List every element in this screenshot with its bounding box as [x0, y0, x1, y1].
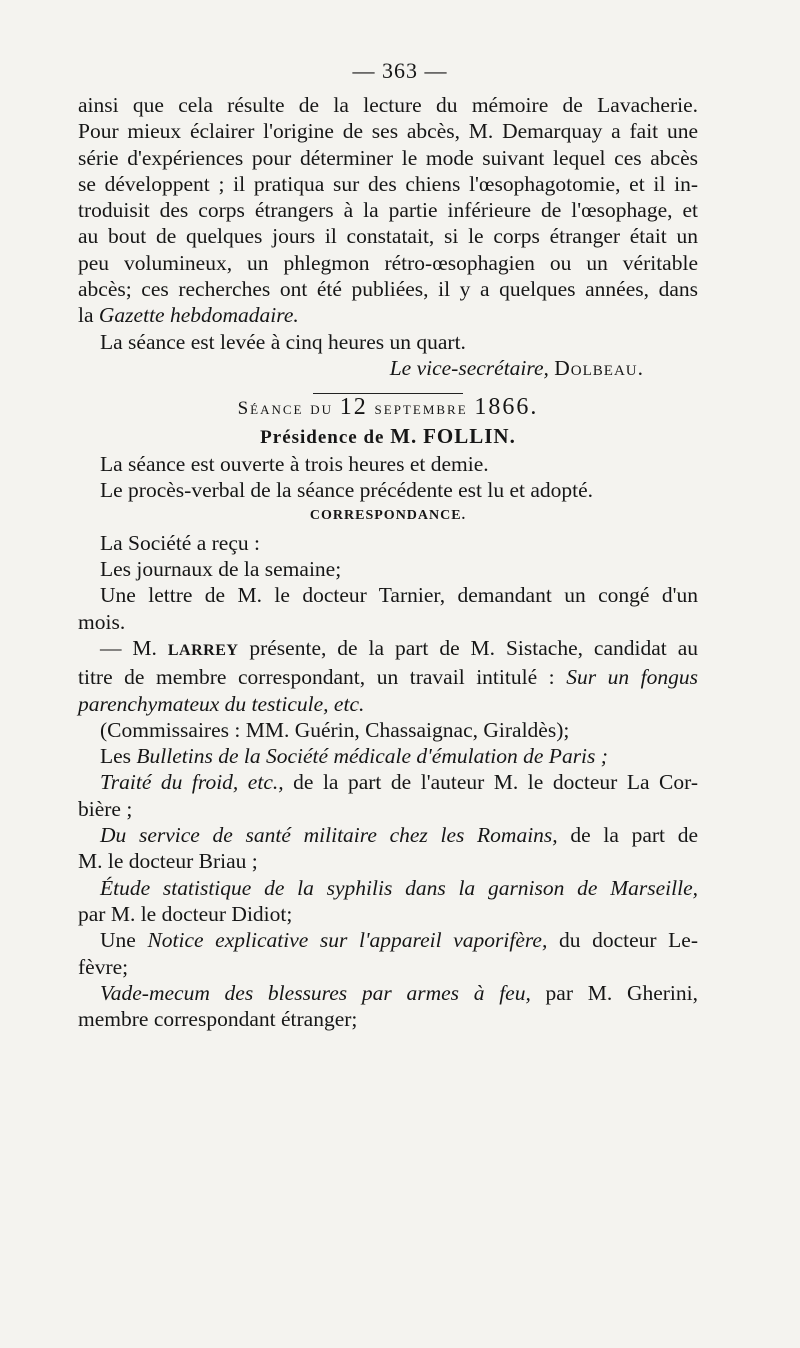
- presidency-heading: Présidence de M. FOLLIN.: [260, 423, 516, 448]
- speaker-name: LARREY: [167, 641, 239, 659]
- text-line: au bout de quelques jours il constatait, si le corps étranger était un: [78, 224, 698, 249]
- item-etude-cont: par M. le docteur Didiot;: [78, 901, 293, 926]
- signature: Le vice-secrétaire, Dolbeau.: [389, 355, 644, 380]
- text-line: se développent ; il pratiqua sur des chiens l'œsophagotomie, et il in-: [78, 171, 698, 196]
- item-vade-mecum-cont: membre correspondant étranger;: [78, 1007, 358, 1032]
- item-bulletins: Les Bulletins de la Société médicale d'émulation de Paris ;: [100, 744, 608, 769]
- minutes-adopted: Le procès-verbal de la séance précédente est lu et adopté.: [100, 478, 594, 503]
- item-notice-cont: fèvre;: [78, 954, 129, 979]
- text-line: ainsi que cela résulte de la lecture du mémoire de Lavacherie.: [78, 93, 698, 117]
- item-journals: Les journaux de la semaine;: [100, 557, 342, 582]
- item-notice: Une Notice explicative sur l'appareil vaporifère, du docteur Le-: [100, 928, 698, 953]
- text-line: troduisit des corps étrangers à la partie inférieure de l'œsophage, et: [78, 198, 698, 223]
- text-line: Pour mieux éclairer l'origine de ses abcès, M. Demarquay a fait une: [78, 119, 698, 144]
- item-service: Du service de santé militaire chez les Romains, de la part de: [100, 823, 699, 848]
- page-body: [78, 92, 698, 1032]
- item-traite-cont: bière ;: [78, 796, 133, 821]
- society-received: La Société a reçu :: [100, 530, 260, 555]
- commissioners: (Commissaires : MM. Guérin, Chassaignac, Giraldès);: [100, 717, 570, 742]
- item-letter: Une lettre de M. le docteur Tarnier, demandant un congé d'un: [100, 583, 698, 608]
- item-vade-mecum: Vade-mecum des blessures par armes à feu, par M. Gherini,: [100, 980, 698, 1005]
- correspondence-heading: CORRESPONDANCE.: [309, 508, 467, 524]
- text-line: série d'expériences pour déterminer le mode suivant lequel ces abcès: [78, 145, 698, 170]
- item-letter-cont: mois.: [78, 609, 126, 634]
- closing-sentence: La séance est levée à cinq heures un quart.: [100, 329, 466, 354]
- text-line: abcès; ces recherches ont été publiées, il y a quelques années, dans: [78, 277, 698, 302]
- item-etude: Étude statistique de la syphilis dans la garnison de Marseille,: [100, 875, 698, 900]
- item-traite: Traité du froid, etc., de la part de l'auteur M. le docteur La Cor-: [100, 770, 698, 795]
- larrey-line: — M. LARREY présente, de la part de M. Sistache, candidat au: [100, 635, 698, 660]
- larrey-line-2: titre de membre correspondant, un travail intitulé : Sur un fongus: [78, 665, 698, 690]
- larrey-line-3: parenchymateux du testicule, etc.: [78, 691, 365, 716]
- session-heading: Séance du 12 septembre 1866.: [237, 394, 539, 421]
- text-line: la Gazette hebdomadaire.: [78, 303, 299, 328]
- journal-title: Gazette hebdomadaire.: [98, 303, 299, 328]
- page-number: — 363 —: [352, 58, 448, 83]
- item-service-cont: M. le docteur Briau ;: [78, 849, 258, 874]
- session-opened: La séance est ouverte à trois heures et demie.: [100, 451, 489, 476]
- text-line: peu volumineux, un phlegmon rétro-œsophagien ou un véritable: [78, 250, 698, 275]
- signature-name: Dolbeau.: [554, 355, 644, 380]
